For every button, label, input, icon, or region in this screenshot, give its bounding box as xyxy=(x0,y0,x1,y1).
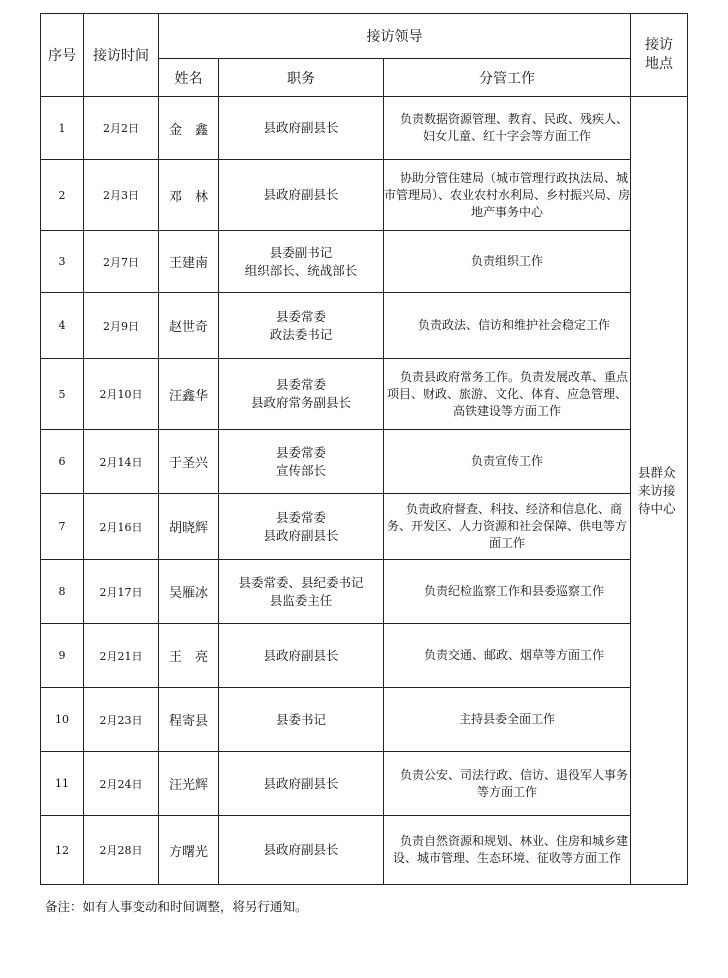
row-date: 2月23日 xyxy=(84,688,159,752)
row-position xyxy=(219,816,384,885)
row-name: 王建南 xyxy=(159,231,219,293)
row-position xyxy=(219,430,384,494)
reception-schedule-table xyxy=(40,13,688,885)
row-duty xyxy=(384,430,631,494)
row-date: 2月14日 xyxy=(84,430,159,494)
row-date: 2月9日 xyxy=(84,293,159,359)
row-date: 2月3日 xyxy=(84,160,159,231)
header-leader-group: 接访领导 xyxy=(159,14,631,59)
row-date: 2月28日 xyxy=(84,816,159,885)
row-duty xyxy=(384,624,631,688)
row-seq: 11 xyxy=(41,752,84,816)
position-line: 县委书记 xyxy=(275,711,326,727)
duty-text: 负责数据资源管理、教育、民政、残疾人、妇女儿童、红十字会等方面工作 xyxy=(399,112,628,143)
row-duty xyxy=(384,688,631,752)
row-position xyxy=(219,359,384,430)
duty-text: 负责交通、邮政、烟草等方面工作 xyxy=(423,648,604,662)
position-line: 县委常委 xyxy=(275,444,326,460)
row-duty xyxy=(384,752,631,816)
row-seq: 8 xyxy=(41,560,84,624)
position-line: 政法委书记 xyxy=(269,326,333,342)
row-name: 程寄县 xyxy=(159,688,219,752)
row-name: 吴雁冰 xyxy=(159,560,219,624)
row-position xyxy=(219,752,384,816)
row-seq: 12 xyxy=(41,816,84,885)
row-seq: 5 xyxy=(41,359,84,430)
row-seq: 7 xyxy=(41,494,84,560)
row-duty xyxy=(384,160,631,231)
duty-text: 负责公安、司法行政、信访、退役军人事务等方面工作 xyxy=(399,767,628,799)
row-position xyxy=(219,97,384,160)
row-date: 2月17日 xyxy=(84,560,159,624)
row-date: 2月21日 xyxy=(84,624,159,688)
table-row xyxy=(41,688,688,752)
row-seq: 2 xyxy=(41,160,84,231)
duty-text: 负责政法、信访和维护社会稳定工作 xyxy=(417,318,610,332)
position-line: 宣传部长 xyxy=(275,462,326,478)
position-line: 县政府副县长 xyxy=(263,187,339,202)
reception-place xyxy=(631,97,688,885)
row-seq: 9 xyxy=(41,624,84,688)
header-position: 职务 xyxy=(219,59,384,97)
row-duty xyxy=(384,97,631,160)
row-seq: 10 xyxy=(41,688,84,752)
header-place: 接访地点 xyxy=(631,14,688,97)
row-name: 胡晓辉 xyxy=(159,494,219,560)
position-line: 县政府常务副县长 xyxy=(250,395,351,410)
position-line: 县政府副县长 xyxy=(263,842,339,857)
position-line: 县政府副县长 xyxy=(263,775,339,791)
duty-text: 主持县委全面工作 xyxy=(458,712,555,726)
row-name: 汪鑫华 xyxy=(159,359,219,430)
position-line: 县政府副县长 xyxy=(263,120,339,135)
position-line: 县政府副县长 xyxy=(263,647,339,663)
position-line: 组织部长、统战部长 xyxy=(244,262,358,278)
row-name: 金 鑫 xyxy=(159,97,219,160)
position-line: 县委常委 xyxy=(275,509,326,525)
row-position xyxy=(219,688,384,752)
table-row xyxy=(41,293,688,359)
row-position xyxy=(219,494,384,560)
header-time: 接访时间 xyxy=(84,14,159,97)
table-row xyxy=(41,231,688,293)
duty-text: 负责纪检监察工作和县委巡察工作 xyxy=(423,584,604,598)
row-date: 2月16日 xyxy=(84,494,159,560)
header-name: 姓名 xyxy=(159,59,219,97)
row-name: 于圣兴 xyxy=(159,430,219,494)
row-name: 王 亮 xyxy=(159,624,219,688)
row-name: 赵世奇 xyxy=(159,293,219,359)
row-position xyxy=(219,293,384,359)
row-position xyxy=(219,231,384,293)
row-seq: 4 xyxy=(41,293,84,359)
row-seq: 1 xyxy=(41,97,84,160)
header-duty: 分管工作 xyxy=(384,59,631,97)
table-row xyxy=(41,624,688,688)
row-duty xyxy=(384,816,631,885)
footnote: 备注：如有人事变动和时间调整，将另行通知。 xyxy=(45,899,308,914)
place-text: 县群众来访接待中心 xyxy=(638,464,676,516)
row-position xyxy=(219,624,384,688)
table-row xyxy=(41,560,688,624)
position-line: 县委副书记 xyxy=(269,244,333,260)
table-row xyxy=(41,816,688,885)
position-line: 县委常委 xyxy=(275,377,326,392)
row-name: 邓 林 xyxy=(159,160,219,231)
position-line: 县委常委、县纪委书记 xyxy=(238,574,364,590)
duty-text: 负责县政府常务工作。负责发展改革、重点项目、财政、旅游、文化、体育、应急管理、高铁建设等方面工作 xyxy=(386,369,628,418)
position-line: 县监委主任 xyxy=(269,592,333,608)
table-row xyxy=(41,160,688,231)
row-date: 2月24日 xyxy=(84,752,159,816)
row-duty xyxy=(384,293,631,359)
row-name: 方曙光 xyxy=(159,816,219,885)
table-row xyxy=(41,494,688,560)
duty-text: 负责宣传工作 xyxy=(470,454,543,468)
row-date: 2月2日 xyxy=(84,97,159,160)
row-duty xyxy=(384,231,631,293)
row-date: 2月10日 xyxy=(84,359,159,430)
row-name: 汪光辉 xyxy=(159,752,219,816)
row-date: 2月7日 xyxy=(84,231,159,293)
duty-text: 协助分管住建局（城市管理行政执法局、城市管理局）、农业农村水利局、乡村振兴局、房地产事务中心 xyxy=(384,170,631,219)
row-position xyxy=(219,560,384,624)
row-duty xyxy=(384,359,631,430)
row-position xyxy=(219,160,384,231)
table-row xyxy=(41,97,688,160)
table-row xyxy=(41,430,688,494)
position-line: 县委常委 xyxy=(275,308,326,324)
duty-text: 负责政府督查、科技、经济和信息化、商务、开发区、人力资源和社会保障、供电等方面工作 xyxy=(386,502,627,550)
row-seq: 6 xyxy=(41,430,84,494)
table-row xyxy=(41,752,688,816)
duty-text: 负责自然资源和规划、林业、住房和城乡建设、城市管理、生态环境、征收等方面工作 xyxy=(392,834,628,865)
header-seq: 序号 xyxy=(41,14,84,97)
row-seq: 3 xyxy=(41,231,84,293)
row-duty xyxy=(384,560,631,624)
duty-text: 负责组织工作 xyxy=(470,254,543,268)
position-line: 县政府副县长 xyxy=(263,527,339,543)
schedule-body xyxy=(41,97,688,885)
row-duty xyxy=(384,494,631,560)
table-row xyxy=(41,359,688,430)
